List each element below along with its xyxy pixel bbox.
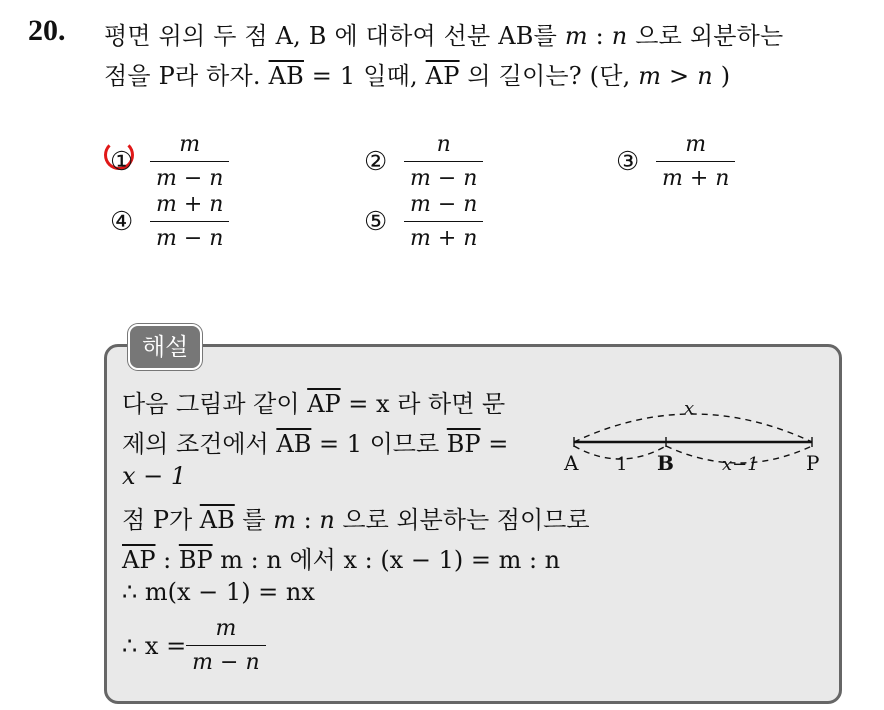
solution-line-7: ∴ x = $\frac{m}{m - n}$ (122, 616, 266, 675)
question-line-2: 점을 P라 하자. $\overline{AB} = 1$ 일때, $\overline{AP}$ 의 길이는? (단, m > n ) (104, 62, 731, 90)
choice-label: ⑤ (364, 206, 388, 237)
choice-label: ③ (616, 146, 640, 177)
label-1: 1 (616, 454, 628, 475)
solution-line-1: 다음 그림과 같이 $\overline{AP} = x$ 라 하면 문 (122, 390, 506, 418)
point-p: P (806, 451, 820, 475)
question-number: 20. (28, 14, 66, 47)
choice-2[interactable] (364, 132, 483, 191)
point-b: B (657, 451, 674, 475)
choice-1[interactable] (110, 132, 229, 191)
solution-fraction: $\frac{m}{m - n}$ (186, 616, 265, 675)
solution-line-2: 제의 조건에서 $\overline{AB} = 1$ 이므로 $\overline{BP}$ = (122, 430, 509, 458)
choice-fraction: $\frac{n}{m - n}$ (404, 132, 483, 191)
choice-fraction: $\frac{m + n}{m - n}$ (150, 192, 229, 251)
solution-tag: 해설 (128, 324, 202, 370)
choice-3[interactable] (616, 132, 735, 191)
label-x-minus-1: x−1 (722, 454, 759, 475)
choice-label: ② (364, 146, 388, 177)
choice-5[interactable] (364, 192, 483, 251)
choice-fraction: $\frac{m}{m - n}$ (150, 132, 229, 191)
choice-4[interactable] (110, 192, 229, 251)
label-x: x (684, 398, 695, 419)
solution-line-5: $\overline{AP}$ : $\overline{BP}$ m : n 에서 x : (x − 1) = m : n (122, 546, 561, 574)
solution-line-4: 점 P가 $\overline{AB}$ 를 m : n 으로 외분하는 점이므로 (122, 506, 590, 534)
choice-label: ④ (110, 206, 134, 237)
question-line-1: 평면 위의 두 점 A, B 에 대하여 선분 AB를 m : n 으로 외분하는 (104, 22, 784, 50)
external-division-diagram (560, 394, 830, 484)
solution-line-3: x − 1 (122, 462, 187, 490)
solution-line-6: ∴ m(x − 1) = nx (122, 578, 315, 606)
choice-fraction: $\frac{m - n}{m + n}$ (404, 192, 483, 251)
point-a: A (564, 451, 579, 475)
choice-label: ① (110, 146, 134, 177)
choice-fraction: $\frac{m}{m + n}$ (656, 132, 735, 191)
